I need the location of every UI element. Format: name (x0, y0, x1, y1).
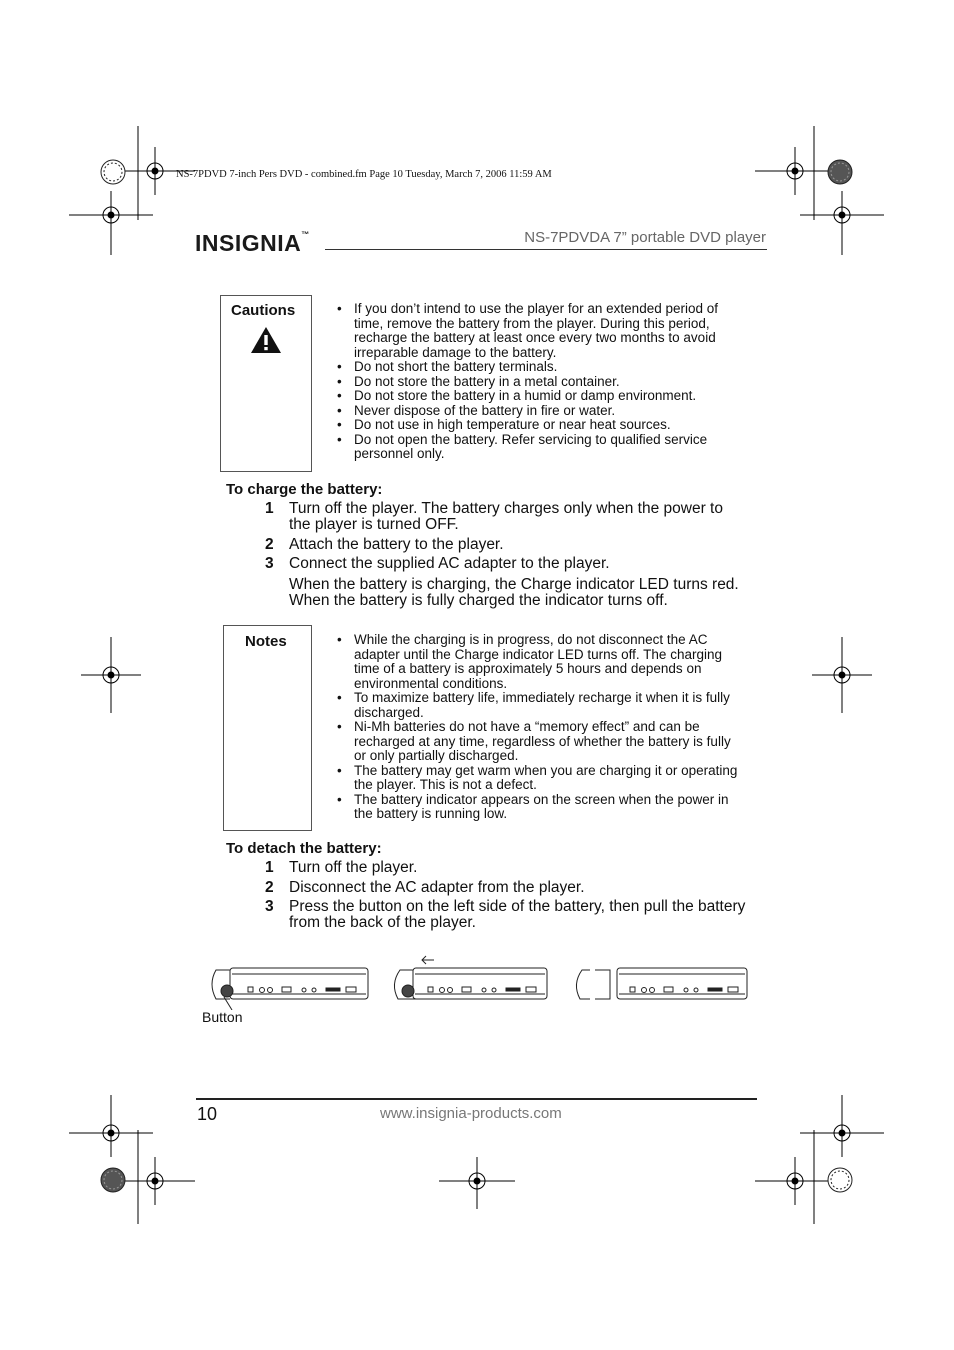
cautions-item: • Do not use in high temperature or near heat sources. (336, 418, 746, 433)
step-text: Press the button on the left side of the battery, then pull the battery from the back of the player. (289, 898, 746, 931)
notes-item: • Ni-Mh batteries do not have a “memory effect” and can be recharged at any time, regardless of whether the battery is fully or only partially discharged. (336, 720, 746, 764)
cautions-item: • Do not short the battery terminals. (336, 360, 746, 375)
charge-indicator-note: When the battery is charging, the Charge indicator LED turns red. When the battery is fully charged the indicator turns off. (289, 576, 739, 609)
step-number: 1 (265, 500, 274, 517)
notes-list (336, 633, 746, 822)
cautions-item: • Do not store the battery in a metal container. (336, 375, 746, 390)
detach-step-2 (265, 880, 745, 896)
cautions-item: • If you don’t intend to use the player for an extended period of time, remove the battery from the player. During this period, recharge the battery at least once every two months to avoid irreparable damage to the battery. (336, 302, 746, 360)
step-text: Turn off the player. The battery charges only when the power to the player is turned OFF. (289, 500, 723, 533)
product-title: NS-7PDVDA 7” portable DVD player (524, 229, 766, 246)
cautions-list (336, 302, 746, 462)
notes-item: • The battery indicator appears on the screen when the power in the battery is running low. (336, 793, 746, 822)
step-text: Disconnect the AC adapter from the player. (289, 879, 585, 896)
brand-logo (195, 230, 310, 257)
battery-detach-illustration (200, 950, 760, 1010)
button-callout-label: Button (202, 1009, 243, 1025)
player-side-view-1 (212, 968, 368, 1010)
notes-item: • The battery may get warm when you are charging it or operating the player. This is not a defect. (336, 764, 746, 793)
cautions-box (220, 295, 312, 472)
warning-triangle-icon (250, 326, 282, 354)
footer-rule (196, 1098, 757, 1100)
print-file-info: NS-7PDVD 7-inch Pers DVD - combined.fm Page 10 Tuesday, March 7, 2006 11:59 AM (176, 169, 552, 180)
detach-step-1 (265, 860, 745, 876)
brand-name: INSIGNIA (195, 230, 302, 256)
notes-title: Notes (245, 633, 287, 650)
charge-step-3 (265, 556, 745, 572)
step-text: Turn off the player. (289, 859, 418, 876)
step-number: 3 (265, 898, 274, 915)
trademark-symbol: ™ (301, 230, 310, 239)
step-number: 2 (265, 536, 274, 553)
player-side-view-2 (394, 956, 547, 999)
player-side-view-3 (576, 968, 747, 999)
cautions-item: • Never dispose of the battery in fire or water. (336, 404, 746, 419)
footer-url: www.insignia-products.com (380, 1105, 562, 1122)
header-rule (325, 249, 767, 250)
step-text: Attach the battery to the player. (289, 536, 504, 553)
step-number: 2 (265, 879, 274, 896)
step-text: Connect the supplied AC adapter to the player. (289, 555, 610, 572)
notes-item: • To maximize battery life, immediately recharge it when it is fully discharged. (336, 691, 746, 720)
charge-step-2 (265, 537, 745, 553)
cautions-item: • Do not open the battery. Refer servicing to qualified service personnel only. (336, 433, 746, 462)
cautions-item: • Do not store the battery in a humid or damp environment. (336, 389, 746, 404)
detach-heading: To detach the battery: (226, 840, 382, 857)
notes-box (223, 625, 312, 831)
step-number: 1 (265, 859, 274, 876)
notes-item: • While the charging is in progress, do not disconnect the AC adapter until the Charge indicator LED turns off. The charging time of a battery is approximately 5 hours and depends on environmental conditions. (336, 633, 746, 691)
step-number: 3 (265, 555, 274, 572)
page-number: 10 (197, 1104, 218, 1124)
charge-heading: To charge the battery: (226, 481, 383, 498)
charge-step-1 (265, 501, 745, 533)
detach-step-3 (265, 899, 755, 931)
cautions-title: Cautions (231, 302, 296, 319)
